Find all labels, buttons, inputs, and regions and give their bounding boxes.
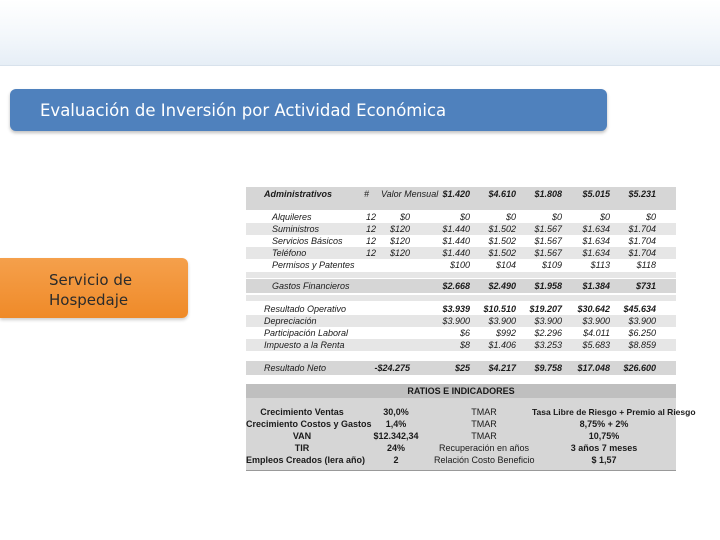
row-label: Alquileres bbox=[272, 212, 312, 222]
row-y1: $3.900 bbox=[442, 316, 470, 326]
row-label: Participación Laboral bbox=[264, 328, 349, 338]
ratio-row bbox=[246, 442, 676, 454]
row-y2: $1.502 bbox=[488, 248, 516, 258]
ratio-key: Relación Costo Beneficio bbox=[434, 455, 535, 465]
header-hash: # bbox=[364, 189, 370, 199]
row-label: Impuesto a la Renta bbox=[264, 340, 345, 350]
investment-table bbox=[246, 187, 696, 470]
row-y3: $3.900 bbox=[534, 316, 562, 326]
neto-label: Resultado Neto bbox=[264, 363, 327, 373]
ratios-title-row bbox=[246, 384, 676, 398]
gastos-y1: $2.668 bbox=[442, 281, 470, 291]
row-y5: $1.704 bbox=[628, 236, 656, 246]
ratio-value: 2 bbox=[393, 455, 399, 465]
gastos-row bbox=[246, 279, 676, 293]
header-year-4: $5.015 bbox=[582, 189, 610, 199]
row-y5: $1.704 bbox=[628, 224, 656, 234]
neto-initial: -$24.275 bbox=[374, 363, 410, 373]
row-y4: $3.900 bbox=[582, 316, 610, 326]
row-y2: $0 bbox=[505, 212, 516, 222]
gastos-y3: $1.958 bbox=[534, 281, 562, 291]
ratio-row bbox=[246, 406, 696, 418]
ratio-right: 3 años 7 meses bbox=[570, 443, 638, 453]
ratio-row bbox=[246, 430, 676, 442]
table-row bbox=[246, 303, 676, 315]
header-year-1: $1.420 bbox=[442, 189, 470, 199]
slide-title: Evaluación de Inversión por Actividad Económica bbox=[40, 101, 447, 120]
spacer-band bbox=[246, 399, 676, 405]
header-band bbox=[0, 0, 720, 66]
ratios-section bbox=[246, 384, 696, 470]
header-valor: Valor Mensual bbox=[381, 189, 439, 199]
gastos-label: Gastos Financieros bbox=[272, 281, 350, 291]
row-y2: $1.502 bbox=[488, 236, 516, 246]
row-y5: $118 bbox=[636, 260, 656, 270]
title-banner bbox=[10, 89, 607, 131]
header-label: Administrativos bbox=[264, 189, 333, 199]
ratio-right: 8,75% + 2% bbox=[579, 419, 629, 429]
gastos-y2: $2.490 bbox=[488, 281, 516, 291]
row-label: Servicios Básicos bbox=[272, 236, 343, 246]
table-row bbox=[246, 223, 676, 235]
neto-y1: $25 bbox=[454, 363, 470, 373]
ratio-value: $12.342,34 bbox=[373, 431, 419, 441]
row-count: 12 bbox=[366, 212, 377, 222]
row-y3: $109 bbox=[541, 260, 562, 270]
spacer-band bbox=[246, 295, 676, 301]
ratio-key: TMAR bbox=[471, 407, 497, 417]
table-bottom-edge bbox=[246, 470, 676, 471]
activity-label-box bbox=[0, 258, 188, 318]
row-y4: $5.683 bbox=[582, 340, 610, 350]
row-label: Depreciación bbox=[264, 316, 317, 326]
table-row bbox=[246, 259, 676, 271]
ratio-label: Crecimiento Costos y Gastos bbox=[246, 419, 372, 429]
neto-y4: $17.048 bbox=[577, 363, 610, 373]
row-label: Resultado Operativo bbox=[264, 304, 347, 314]
row-y1: $8 bbox=[459, 340, 470, 350]
ratio-row bbox=[246, 418, 676, 430]
gastos-y5: $731 bbox=[635, 281, 656, 291]
row-y3: $1.567 bbox=[534, 236, 562, 246]
row-y1: $6 bbox=[459, 328, 470, 338]
row-count: 12 bbox=[366, 224, 377, 234]
row-y4: $113 bbox=[590, 260, 610, 270]
ratio-right: $ 1,57 bbox=[591, 455, 617, 465]
neto-row bbox=[246, 361, 676, 375]
row-y1: $0 bbox=[459, 212, 470, 222]
row-y3: $2.296 bbox=[534, 328, 562, 338]
table-row bbox=[246, 339, 676, 351]
table-row bbox=[246, 211, 676, 223]
row-y3: $0 bbox=[551, 212, 562, 222]
header-divider bbox=[0, 65, 720, 66]
row-y2: $104 bbox=[495, 260, 516, 270]
neto-y5: $26.600 bbox=[623, 363, 656, 373]
row-y3: $1.567 bbox=[534, 248, 562, 258]
row-y5: $45.634 bbox=[623, 304, 656, 314]
table-header-row bbox=[246, 187, 676, 210]
spacer-band bbox=[246, 377, 676, 383]
neto-y2: $4.217 bbox=[488, 363, 516, 373]
row-count: 12 bbox=[366, 236, 377, 246]
header-year-3: $1.808 bbox=[534, 189, 562, 199]
table-row bbox=[246, 327, 676, 339]
row-y4: $1.634 bbox=[582, 248, 610, 258]
ratio-right: 10,75% bbox=[588, 431, 620, 441]
ratio-label: Crecimiento Ventas bbox=[260, 407, 344, 417]
row-monthly: $120 bbox=[389, 236, 410, 246]
row-label: Permisos y Patentes bbox=[272, 260, 355, 270]
row-y5: $6.250 bbox=[628, 328, 656, 338]
row-label: Teléfono bbox=[272, 248, 307, 258]
ratio-key: Recuperación en años bbox=[438, 443, 530, 453]
row-y4: $0 bbox=[599, 212, 610, 222]
row-y2: $3.900 bbox=[488, 316, 516, 326]
row-y1: $1.440 bbox=[442, 248, 470, 258]
row-y2: $10.510 bbox=[483, 304, 516, 314]
row-y5: $1.704 bbox=[628, 248, 656, 258]
ratios-title: RATIOS E INDICADORES bbox=[407, 386, 515, 396]
ratio-right: Tasa Libre de Riesgo + Premio al Riesgo bbox=[532, 407, 696, 417]
row-y2: $1.406 bbox=[488, 340, 516, 350]
ratio-value: 1,4% bbox=[385, 419, 407, 429]
activity-label: Servicio de Hospedaje bbox=[49, 271, 133, 309]
ratio-key: TMAR bbox=[471, 419, 497, 429]
row-monthly: $0 bbox=[399, 212, 410, 222]
gastos-y4: $1.384 bbox=[582, 281, 610, 291]
ratio-label: VAN bbox=[292, 431, 312, 441]
ratio-value: 30,0% bbox=[383, 407, 409, 417]
table-row bbox=[246, 315, 676, 327]
neto-y3: $9.758 bbox=[534, 363, 562, 373]
spacer-band bbox=[246, 352, 676, 360]
ratio-row bbox=[246, 454, 676, 466]
row-y4: $30.642 bbox=[577, 304, 610, 314]
row-y1: $1.440 bbox=[442, 236, 470, 246]
header-year-5: $5.231 bbox=[628, 189, 656, 199]
row-monthly: $120 bbox=[389, 248, 410, 258]
row-y4: $1.634 bbox=[582, 236, 610, 246]
ratio-key: TMAR bbox=[471, 431, 497, 441]
table-row bbox=[246, 235, 676, 247]
row-y2: $1.502 bbox=[488, 224, 516, 234]
ratio-label: Empleos Creados (Iera año) bbox=[246, 455, 366, 465]
table-row bbox=[246, 247, 676, 259]
ratio-label: TIR bbox=[294, 443, 310, 453]
row-y2: $992 bbox=[495, 328, 516, 338]
row-y3: $1.567 bbox=[534, 224, 562, 234]
row-count: 12 bbox=[366, 248, 377, 258]
spacer-band bbox=[246, 272, 676, 278]
row-y4: $1.634 bbox=[582, 224, 610, 234]
row-y5: $3.900 bbox=[628, 316, 656, 326]
row-y5: $8.859 bbox=[628, 340, 656, 350]
row-y3: $19.207 bbox=[529, 304, 562, 314]
row-y4: $4.011 bbox=[583, 328, 610, 338]
row-monthly: $120 bbox=[389, 224, 410, 234]
header-year-2: $4.610 bbox=[488, 189, 516, 199]
ratio-value: 24% bbox=[386, 443, 405, 453]
row-label: Suministros bbox=[272, 224, 320, 234]
row-y3: $3.253 bbox=[534, 340, 562, 350]
row-y1: $100 bbox=[449, 260, 470, 270]
row-y1: $3.939 bbox=[442, 304, 470, 314]
row-y5: $0 bbox=[645, 212, 656, 222]
row-y1: $1.440 bbox=[442, 224, 470, 234]
